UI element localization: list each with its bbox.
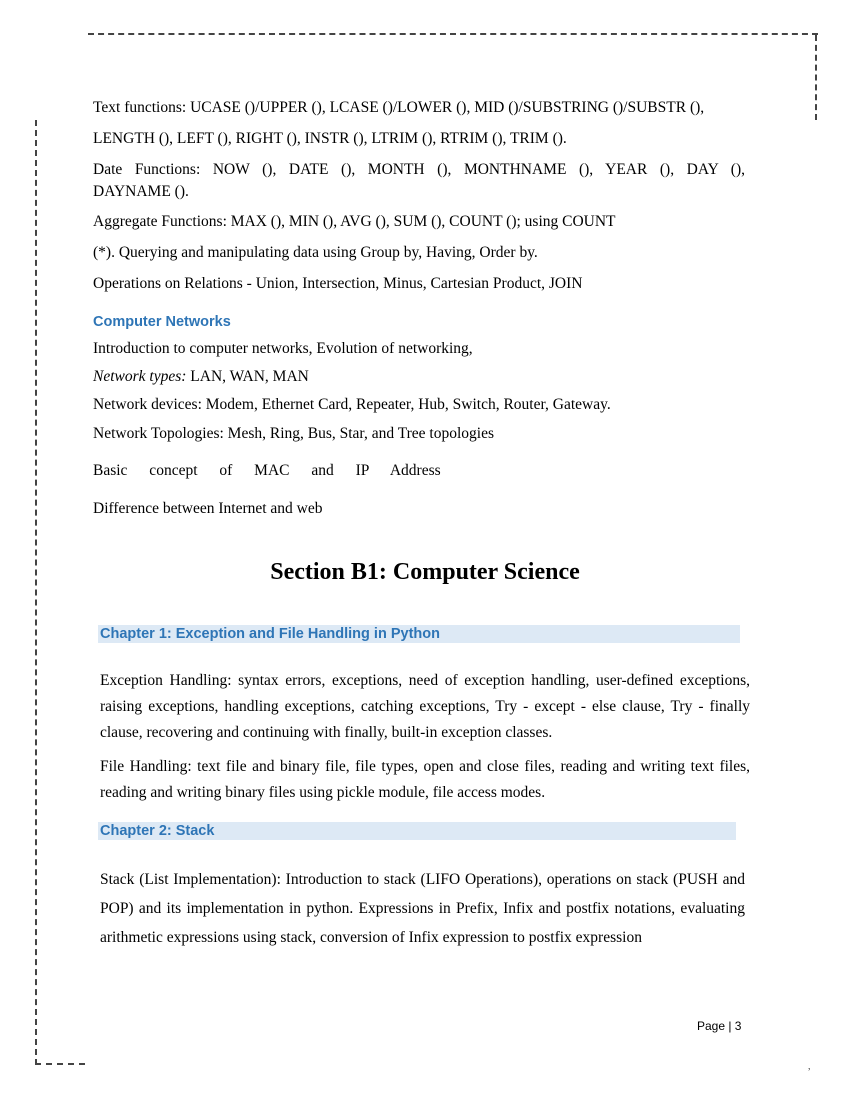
page-border-right (815, 35, 817, 120)
text-functions-line-2: LENGTH (), LEFT (), RIGHT (), INSTR (), LTRIM (), RTRIM (), TRIM (). (93, 130, 567, 147)
internet-web-line: Difference between Internet and web (93, 500, 323, 517)
page-border-corner: , (808, 1061, 811, 1072)
networks-intro-line: Introduction to computer networks, Evolution of networking, (93, 340, 473, 357)
computer-networks-heading: Computer Networks (93, 314, 231, 330)
aggregate-functions-line: Aggregate Functions: MAX (), MIN (), AVG (), SUM (), COUNT (); using COUNT (93, 213, 616, 230)
network-types-label: Network types: (93, 368, 187, 385)
date-functions-line-1: Date Functions: NOW (), DATE (), MONTH (), MONTHNAME (), YEAR (), DAY (), (93, 161, 745, 178)
page-border-top (88, 33, 818, 35)
section-title: Section B1: Computer Science (270, 559, 580, 585)
network-devices-line: Network devices: Modem, Ethernet Card, Repeater, Hub, Switch, Router, Gateway. (93, 396, 611, 413)
operations-line: Operations on Relations - Union, Intersection, Minus, Cartesian Product, JOIN (93, 275, 583, 292)
text-functions-line-1: Text functions: UCASE ()/UPPER (), LCASE ()/LOWER (), MID ()/SUBSTRING ()/SUBSTR (), (93, 99, 705, 116)
page-number: Page | 3 (697, 1019, 742, 1033)
page-border-left (35, 120, 37, 1065)
network-types-line (93, 367, 309, 387)
stack-paragraph: Stack (List Implementation): Introduction to stack (LIFO Operations), operations on stack (PUSH and POP) and its implementation in python. Expressions in Prefix, Infix and postfix notations, evaluating arithmetic expressions using stack, conversion of Infix expression to postfix expression (100, 871, 745, 946)
chapter-2-heading: Chapter 2: Stack (98, 822, 736, 840)
exception-handling-paragraph: Exception Handling: syntax errors, exceptions, need of exception handling, user-defined exceptions, raising exceptions, handling exceptions, catching exceptions, Try - except - else clause, Try - finally clause, recovering and continuing with finally, built-in exception classes. (100, 672, 750, 741)
page-border-bottom (35, 1063, 85, 1065)
date-functions-line-2: DAYNAME (). (93, 183, 189, 200)
network-topologies-line: Network Topologies: Mesh, Ring, Bus, Star, and Tree topologies (93, 425, 495, 442)
file-handling-paragraph: File Handling: text file and binary file, file types, open and close files, reading and writing text files, reading and writing binary files using pickle module, file access modes. (100, 758, 750, 801)
network-types-value: LAN, WAN, MAN (186, 368, 309, 385)
mac-ip-line: Basic concept of MAC and IP Address (93, 462, 441, 479)
chapter-1-heading: Chapter 1: Exception and File Handling in Python (98, 625, 740, 643)
querying-line: (*). Querying and manipulating data using Group by, Having, Order by. (93, 244, 538, 261)
